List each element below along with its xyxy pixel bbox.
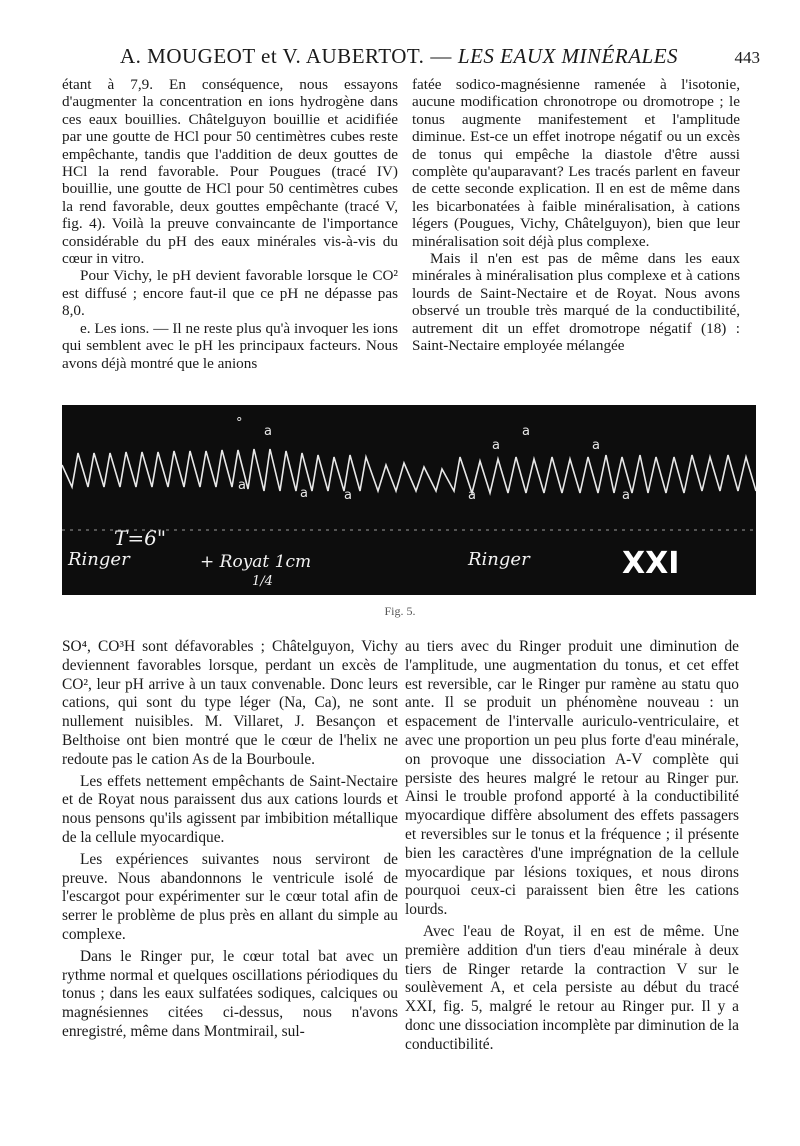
header-separator: — bbox=[430, 44, 452, 68]
header-running-title: LES EAUX MINÉRALES bbox=[457, 44, 679, 68]
svg-text:a: a bbox=[300, 486, 308, 501]
paragraph: SO⁴, CO³H sont défavorables ; Châtelguyon, Vichy deviennent favorables lorsque, perdant un excès de CO², leur pH arrive à un taux convenable. Donc leurs cations, qui sont du type léger (Na, Ca), ne sont nullement nuisibles. M. Villaret, J. Besançon et Belthoise ont bien montré que le cœur de l'helix ne redoute pas le cation As de la Bourboule. bbox=[62, 638, 398, 768]
trace-number-label: XXI bbox=[622, 546, 680, 581]
top-left-column bbox=[62, 76, 398, 372]
paragraph: Mais il n'en est pas de même dans les eaux minérales à minéralisation plus complexe et à cations lourds de Saint-Nectaire et de Royat. Nous avons observé un trouble très marqué de la conductibilité, autrement dit un effet dromotrope négatif (18) : Saint-Nectaire employée mélangée bbox=[412, 250, 740, 355]
running-title bbox=[120, 44, 678, 69]
figure-caption: Fig. 5. bbox=[384, 604, 416, 618]
paragraph: étant à 7,9. En conséquence, nous essayons d'augmenter la concentration en ions hydrogène dans ces eaux bouillies. Châtelguyon bouillie et acidifiée par une goutte de HCl pour 50 centimètres cubes reste empêchante, tandis que l'addition de deux gouttes de HCl la rend favorable. Pour Pougues (tracé IV) bouillie, une goutte de HCl pour 50 centimètres cubes la rend favorable, deux gouttes empêchante (tracé V, fig. 4). Voilà la preuve convaincante de l'importance considérable du pH des eaux minérales vis-à-vis du cœur in vitro. bbox=[62, 76, 398, 268]
quarter-label: 1/4 bbox=[252, 574, 273, 589]
svg-text:a: a bbox=[344, 488, 352, 503]
running-header bbox=[70, 40, 760, 70]
ringer-right-label: Ringer bbox=[468, 549, 530, 570]
header-authors: A. MOUGEOT et V. AUBERTOT. bbox=[120, 44, 425, 68]
paragraph: Dans le Ringer pur, le cœur total bat avec un rythme normal et quelques oscillations périodiques du tonus ; dans les eaux sulfatées sodiques, calciques ou magnésiennes citées ci-dessus, nous n'avons enregistré, même dans Montmirail, sul- bbox=[62, 947, 398, 1040]
kymograph-trace-image bbox=[62, 405, 756, 595]
svg-text:a: a bbox=[492, 438, 500, 453]
bottom-left-column bbox=[62, 638, 398, 1045]
royat-label: + Royat 1cm bbox=[200, 552, 312, 572]
svg-text:a: a bbox=[522, 424, 530, 439]
svg-text:a: a bbox=[592, 438, 600, 453]
page-number: 443 bbox=[734, 48, 760, 67]
top-right-column bbox=[412, 76, 740, 355]
ringer-left-label: Ringer bbox=[68, 549, 130, 570]
svg-text:a: a bbox=[264, 424, 272, 439]
time-label: T=6" bbox=[114, 526, 167, 550]
svg-text:a: a bbox=[622, 488, 630, 503]
svg-text:a: a bbox=[238, 478, 246, 493]
paragraph: Les expériences suivantes nous serviront de preuve. Nous abandonnons le ventricule isolé de l'escargot pour expérimenter sur le cœur total afin de serrer le problème de plus près en allant du simple au complexe. bbox=[62, 850, 398, 943]
paragraph: Avec l'eau de Royat, il en est de même. Une première addition d'un tiers d'eau minérale à deux tiers de Ringer retarde la contraction V sur le soulèvement A, et cela persiste au début du tracé XXI, fig. 5, malgré le retour au Ringer pur. Il y a donc une dissociation incomplète par diminution de la conductibilité. bbox=[405, 922, 739, 1053]
bottom-right-column bbox=[405, 638, 739, 1058]
svg-text:°: ° bbox=[236, 416, 243, 431]
paragraph: au tiers avec du Ringer produit une diminution de l'amplitude, une augmentation du tonus, et cet effet est reversible, car le Ringer pur ramène au statu quo ante. Il se produit un phénomène nouveau : un espacement de l'intervalle auriculo-ventriculaire, et avec une proportion un peu plus forte d'eau minérale, on provoque une dissociation A-V complète qui persiste des heures malgré le retour au Ringer pur. Ainsi le trouble profond apporté à la conductibilité myocardique diffère absolument des effets passagers et reversibles sur le tonus et la fréquence ; il présente bien les caractères d'une imprégnation de la cellule myocardique par lésions toxiques, et nous dirons pourquoi ceux-ci paraissent bien être les cations lourds. bbox=[405, 638, 739, 919]
paragraph: e. Les ions. — Il ne reste plus qu'à invoquer les ions qui semblent avec le pH les principaux facteurs. Nous avons déjà montré que le anions bbox=[62, 319, 398, 372]
figure-5-trace bbox=[62, 405, 756, 595]
paragraph: Pour Vichy, le pH devient favorable lorsque le CO² est diffusé ; encore faut-il que ce pH ne dépasse pas 8,0. bbox=[62, 267, 398, 320]
svg-text:a: a bbox=[468, 488, 476, 503]
paragraph: fatée sodico-magnésienne ramenée à l'isotonie, aucune modification chronotrope ou dromotrope ; le tonus augmente manifestement et l'amplitude diminue. Est-ce un effet inotrope négatif ou un excès de tonus qui empêche la diastole d'être aussi complète qu'auparavant? Les tracés parlent en faveur de cette seconde explication. Il en est de même dans les bicarbonatées à faible minéralisation, à cations légers (Pougues, Vichy, Châtelguyon), bien que leur minéralisation soit déjà plus complexe. bbox=[412, 76, 740, 250]
paragraph: Les effets nettement empêchants de Saint-Nectaire et de Royat nous paraissent dus aux cations lourds et nous pensons qu'ils agissent par imbibition métallique de la cellule myocardique. bbox=[62, 772, 398, 846]
